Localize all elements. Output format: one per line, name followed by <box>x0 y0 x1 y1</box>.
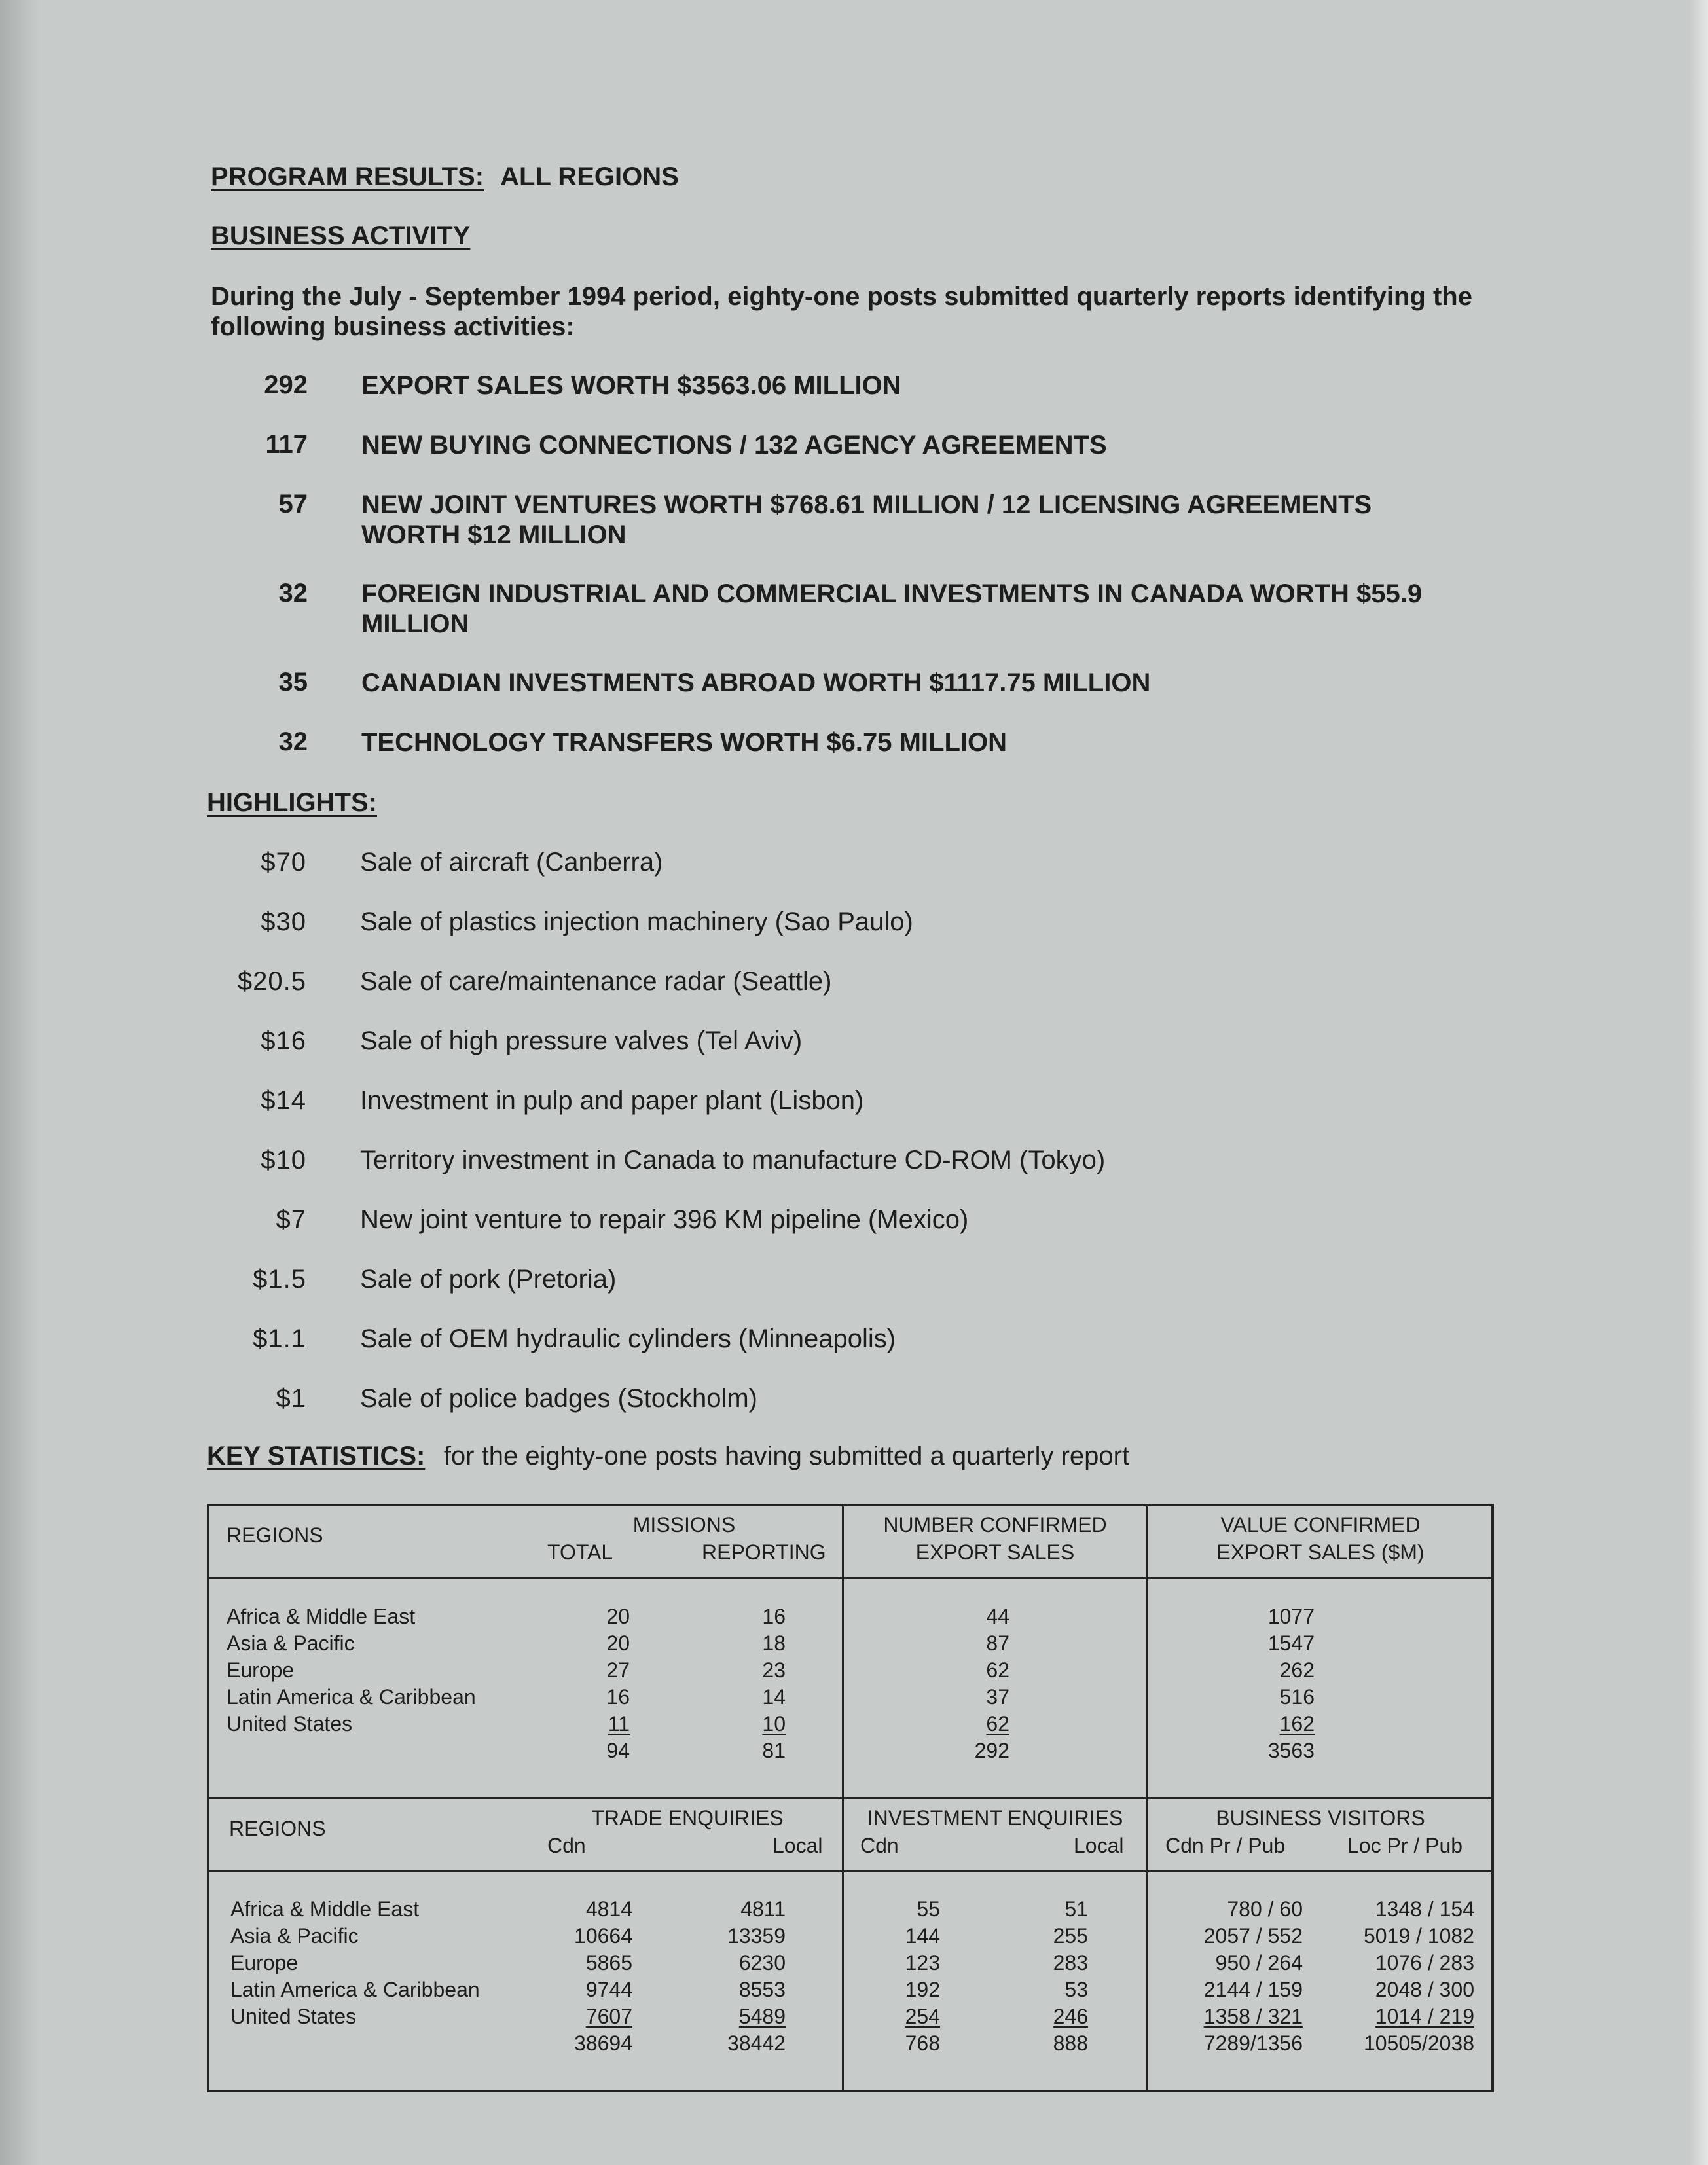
highlight-amount: $70 <box>261 848 306 877</box>
table2-visitors-cdn: 2057 / 552 <box>1203 1924 1303 1948</box>
table1-value-confirmed: 516 <box>1279 1685 1315 1709</box>
table1-number-confirmed: 87 <box>986 1631 1009 1655</box>
table1-value-confirmed-sum: 3563 <box>1267 1739 1315 1762</box>
table2-trade-local-sum: 38442 <box>727 2031 786 2055</box>
table1-value-confirmed: 1077 <box>1267 1605 1315 1628</box>
table1-missions-total: 20 <box>606 1605 630 1628</box>
activity-text: NEW JOINT VENTURES WORTH $768.61 MILLION / 12 LICENSING AGREEMENTS WORTH $12 MILLION <box>361 490 1372 549</box>
activity-text: FOREIGN INDUSTRIAL AND COMMERCIAL INVESTMENTS IN CANADA WORTH $55.9 MILLION <box>361 579 1423 638</box>
highlight-amount: $30 <box>261 907 306 936</box>
table2-invest-local: 255 <box>1053 1924 1088 1948</box>
table1-reporting-header: REPORTING <box>702 1540 826 1564</box>
highlight-text: Sale of police badges (Stockholm) <box>360 1384 757 1413</box>
table1-missions-total: 20 <box>606 1631 630 1655</box>
page-edge <box>1690 0 1708 2165</box>
table-rule <box>208 1577 1493 1579</box>
highlight-amount: $10 <box>261 1146 306 1174</box>
table2-trade-local: 8553 <box>738 1978 786 2001</box>
table2-region: Latin America & Caribbean <box>230 1978 480 2001</box>
highlight-amount: $1 <box>276 1384 306 1413</box>
key-statistics-subtitle: for the eighty-one posts having submitted a quarterly report <box>443 1442 1130 1470</box>
table1-value-confirmed: 162 <box>1279 1712 1315 1736</box>
activity-count: 57 <box>278 490 308 519</box>
table1-region: Africa & Middle East <box>227 1605 416 1628</box>
activity-count: 32 <box>278 579 308 608</box>
table2-region: Asia & Pacific <box>230 1924 359 1948</box>
highlight-text: Sale of aircraft (Canberra) <box>360 848 663 877</box>
section-heading-business-activity: BUSINESS ACTIVITY <box>211 221 471 250</box>
table2-trade-local: 5489 <box>738 2005 786 2028</box>
table2-visitors-cdn: 780 / 60 <box>1227 1897 1303 1921</box>
table2-visitors-cdn: 950 / 264 <box>1215 1951 1303 1974</box>
table2-invest-cdn: 144 <box>905 1924 940 1948</box>
table2-invest-cdn: 123 <box>905 1951 940 1974</box>
activity-text: NEW BUYING CONNECTIONS / 132 AGENCY AGREEMENTS <box>361 431 1107 460</box>
table1-number-confirmed-sum: 292 <box>974 1739 1009 1762</box>
table2-invest-local: 283 <box>1053 1951 1088 1974</box>
table2-visitors-loc: 1076 / 283 <box>1375 1951 1474 1974</box>
section-heading-highlights: HIGHLIGHTS: <box>207 788 377 817</box>
table1-region: Europe <box>227 1658 295 1682</box>
table2-trade-enquiries-header: TRADE ENQUIRIES <box>591 1806 784 1830</box>
table2-invest-cdn: 192 <box>905 1978 940 2001</box>
table2-trade-cdn: 7607 <box>585 2005 632 2028</box>
table2-invest-cdn: 254 <box>905 2005 940 2028</box>
table1-regions-header: REGIONS <box>227 1523 323 1547</box>
table2-cdn-pr-pub-header: Cdn Pr / Pub <box>1165 1834 1286 1857</box>
table1-value-confirmed: 1547 <box>1267 1631 1315 1655</box>
table1-missions-reporting: 16 <box>762 1605 786 1628</box>
table2-visitors-loc: 5019 / 1082 <box>1363 1924 1474 1948</box>
activity-count: 35 <box>278 668 308 697</box>
table1-number-confirmed-header-2: EXPORT SALES <box>915 1540 1075 1564</box>
table1-missions-total: 16 <box>606 1685 630 1709</box>
table1-region: United States <box>227 1712 353 1736</box>
table2-loc-pr-pub-header: Loc Pr / Pub <box>1347 1834 1463 1857</box>
table2-trade-cdn: 4814 <box>585 1897 632 1921</box>
table2-invest-local-header: Local <box>1074 1834 1124 1857</box>
table2-visitors-loc-sum: 10505/2038 <box>1363 2031 1474 2055</box>
highlight-amount: $14 <box>261 1086 306 1115</box>
highlight-text: New joint venture to repair 396 KM pipeline (Mexico) <box>360 1205 969 1234</box>
highlight-text: Sale of pork (Pretoria) <box>360 1265 617 1294</box>
activity-text: EXPORT SALES WORTH $3563.06 MILLION <box>361 371 901 400</box>
highlight-amount: $20.5 <box>237 967 306 996</box>
table2-trade-cdn: 9744 <box>585 1978 632 2001</box>
key-statistics-heading <box>207 1442 1129 1471</box>
table1-number-confirmed: 62 <box>986 1712 1009 1736</box>
table-rule <box>208 1797 1493 1799</box>
table1-missions-header: MISSIONS <box>632 1513 736 1537</box>
highlight-text: Sale of plastics injection machinery (Sao Paulo) <box>360 907 913 936</box>
table2-visitors-cdn: 2144 / 159 <box>1203 1978 1303 2001</box>
table2-invest-cdn-sum: 768 <box>905 2031 940 2055</box>
table2-regions-header: REGIONS <box>229 1817 326 1840</box>
table1-value-confirmed-header-1: VALUE CONFIRMED <box>1220 1513 1421 1537</box>
table2-region: United States <box>230 2005 357 2028</box>
table2-visitors-loc: 1348 / 154 <box>1375 1897 1474 1921</box>
page-title-prefix: PROGRAM RESULTS: <box>211 162 484 191</box>
table2-invest-local: 51 <box>1064 1897 1088 1921</box>
table-rule <box>1146 1505 1148 2091</box>
activity-count: 32 <box>278 727 308 756</box>
highlight-text: Sale of OEM hydraulic cylinders (Minneapolis) <box>360 1324 896 1353</box>
activity-count: 117 <box>265 430 308 459</box>
page-title-suffix: ALL REGIONS <box>500 162 679 191</box>
highlight-text: Sale of care/maintenance radar (Seattle) <box>360 967 832 996</box>
table1-missions-total-sum: 94 <box>606 1739 630 1762</box>
table2-trade-local-header: Local <box>772 1834 823 1857</box>
intro-paragraph: During the July - September 1994 period, eighty-one posts submitted quarterly reports identifying the following business activities: <box>211 282 1472 341</box>
table1-missions-reporting: 23 <box>762 1658 786 1682</box>
activity-text: TECHNOLOGY TRANSFERS WORTH $6.75 MILLION <box>361 728 1007 757</box>
highlight-amount: $16 <box>261 1027 306 1055</box>
table1-missions-reporting: 10 <box>762 1712 786 1736</box>
table2-invest-local-sum: 888 <box>1053 2031 1088 2055</box>
table1-region: Latin America & Caribbean <box>227 1685 476 1709</box>
highlight-text: Territory investment in Canada to manufacture CD-ROM (Tokyo) <box>360 1146 1106 1174</box>
page-title <box>211 162 679 192</box>
table2-visitors-cdn-sum: 7289/1356 <box>1203 2031 1303 2055</box>
table2-invest-local: 246 <box>1053 2005 1088 2028</box>
table1-missions-total: 27 <box>606 1658 630 1682</box>
table2-invest-cdn: 55 <box>917 1897 940 1921</box>
table2-region: Europe <box>230 1951 299 1974</box>
table2-invest-cdn-header: Cdn <box>860 1834 899 1857</box>
table1-value-confirmed: 262 <box>1279 1658 1315 1682</box>
table1-missions-reporting: 14 <box>762 1685 786 1709</box>
highlight-amount: $1.5 <box>253 1265 306 1294</box>
table2-trade-local: 4811 <box>740 1897 786 1921</box>
table2-invest-local: 53 <box>1064 1978 1088 2001</box>
table1-region: Asia & Pacific <box>227 1631 355 1655</box>
table1-number-confirmed: 37 <box>986 1685 1009 1709</box>
table1-missions-reporting: 18 <box>762 1631 786 1655</box>
table2-trade-local: 6230 <box>738 1951 786 1974</box>
table-rule <box>842 1505 844 2091</box>
activity-count: 292 <box>264 371 308 399</box>
table2-business-visitors-header: BUSINESS VISITORS <box>1216 1806 1425 1830</box>
table2-trade-local: 13359 <box>727 1924 786 1948</box>
page-binding-shadow <box>0 0 39 2165</box>
section-heading-key-statistics: KEY STATISTICS: <box>207 1442 426 1470</box>
table2-trade-cdn-header: Cdn <box>547 1834 586 1857</box>
table1-number-confirmed: 44 <box>986 1605 1009 1628</box>
table2-trade-cdn-sum: 38694 <box>574 2031 632 2055</box>
table1-missions-total: 11 <box>608 1712 630 1736</box>
highlight-text: Sale of high pressure valves (Tel Aviv) <box>360 1027 803 1055</box>
highlight-text: Investment in pulp and paper plant (Lisbon) <box>360 1086 864 1115</box>
activity-text: CANADIAN INVESTMENTS ABROAD WORTH $1117.75 MILLION <box>361 668 1151 697</box>
table1-number-confirmed-header-1: NUMBER CONFIRMED <box>883 1513 1107 1537</box>
table2-investment-enquiries-header: INVESTMENT ENQUIRIES <box>867 1806 1123 1830</box>
table1-missions-reporting-sum: 81 <box>762 1739 786 1762</box>
table1-total-header: TOTAL <box>547 1540 613 1564</box>
table1-number-confirmed: 62 <box>986 1658 1009 1682</box>
table-rule <box>208 1870 1493 1872</box>
table2-trade-cdn: 10664 <box>574 1924 632 1948</box>
highlight-amount: $7 <box>276 1205 306 1234</box>
table2-trade-cdn: 5865 <box>585 1951 632 1974</box>
table2-visitors-loc: 1014 / 219 <box>1375 2005 1474 2028</box>
highlight-amount: $1.1 <box>253 1324 306 1353</box>
table2-visitors-cdn: 1358 / 321 <box>1203 2005 1303 2028</box>
table2-region: Africa & Middle East <box>230 1897 420 1921</box>
table2-visitors-loc: 2048 / 300 <box>1375 1978 1474 2001</box>
table1-value-confirmed-header-2: EXPORT SALES ($M) <box>1216 1540 1425 1564</box>
